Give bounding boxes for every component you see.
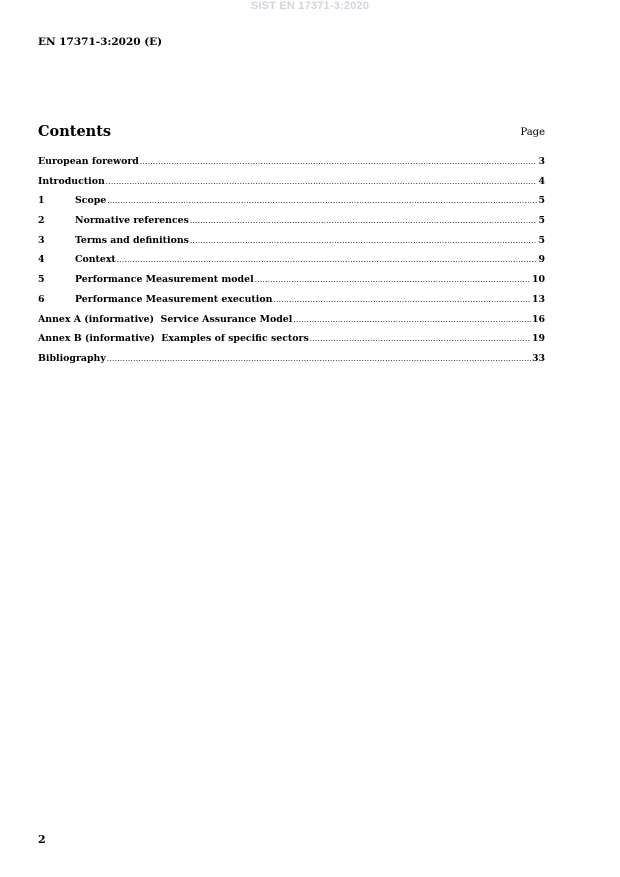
toc-leader-dots xyxy=(107,355,531,363)
toc-entry-performance-measurement-model[interactable] xyxy=(38,274,545,294)
page-column-label: Page xyxy=(520,127,545,138)
toc-entry-title: European foreword xyxy=(38,156,139,167)
toc-entry-title: Bibliography xyxy=(38,352,106,364)
toc-leader-dots xyxy=(310,335,531,343)
toc-leader-dots xyxy=(255,276,531,284)
toc-entry-title: Introduction xyxy=(38,175,105,187)
contents-title: Contents xyxy=(38,123,112,140)
toc-entry-title: Performance Measurement execution xyxy=(75,293,273,305)
toc-entry-number: 2 xyxy=(38,215,45,227)
toc-entry-title: Terms and definitions xyxy=(75,234,189,246)
toc-entry-page: 13 xyxy=(531,293,545,305)
toc-leader-dots xyxy=(106,178,538,186)
toc-leader-dots xyxy=(117,256,538,264)
toc-entry-scope[interactable] xyxy=(38,195,545,215)
toc-entry-number: 5 xyxy=(38,274,45,286)
toc-entry-title: Scope xyxy=(75,195,107,207)
toc-entry-annex-a[interactable] xyxy=(38,314,545,334)
toc-entry-page: 9 xyxy=(538,254,545,266)
document-identifier: EN 17371-3:2020 (E) xyxy=(38,36,163,48)
toc-leader-dots xyxy=(107,197,537,205)
toc-leader-dots xyxy=(140,158,538,166)
toc-entry-title: Performance Measurement model xyxy=(75,274,254,286)
table-of-contents xyxy=(38,156,545,373)
toc-entry-context[interactable] xyxy=(38,254,545,274)
toc-entry-title: Annex A (informative) Service Assurance Model xyxy=(38,313,293,325)
toc-leader-dots xyxy=(293,316,531,324)
watermark-text: SIST EN 17371-3:2020 xyxy=(250,0,370,12)
toc-entry-page: 4 xyxy=(538,175,545,187)
toc-entry-page: 3 xyxy=(538,156,545,167)
toc-entry-normative-references[interactable] xyxy=(38,215,545,235)
toc-entry-annex-b[interactable] xyxy=(38,333,545,353)
contents-header xyxy=(38,123,545,143)
toc-entry-introduction[interactable] xyxy=(38,176,545,196)
toc-leader-dots xyxy=(190,217,538,225)
toc-entry-number: 4 xyxy=(38,254,45,266)
toc-leader-dots xyxy=(273,296,531,304)
toc-entry-number: 6 xyxy=(38,293,45,305)
toc-entry-page: 16 xyxy=(531,313,545,325)
toc-entry-european-foreword[interactable] xyxy=(38,156,545,176)
page-number: 2 xyxy=(38,833,46,846)
toc-entry-page: 19 xyxy=(531,333,545,345)
toc-entry-page: 5 xyxy=(538,195,545,207)
toc-entry-bibliography[interactable] xyxy=(38,353,545,373)
toc-entry-page: 10 xyxy=(531,274,545,286)
toc-leader-dots xyxy=(190,237,538,245)
toc-entry-performance-measurement-execution[interactable] xyxy=(38,294,545,314)
toc-entry-number: 3 xyxy=(38,234,45,246)
toc-entry-page: 5 xyxy=(538,234,545,246)
toc-entry-number: 1 xyxy=(38,195,45,207)
toc-entry-terms-and-definitions[interactable] xyxy=(38,235,545,255)
toc-entry-title: Annex B (informative) Examples of specific sectors xyxy=(38,333,309,345)
toc-entry-page: 5 xyxy=(538,215,545,227)
toc-entry-title: Context xyxy=(75,254,116,266)
toc-entry-title: Normative references xyxy=(75,215,189,227)
toc-entry-page: 33 xyxy=(531,352,545,364)
